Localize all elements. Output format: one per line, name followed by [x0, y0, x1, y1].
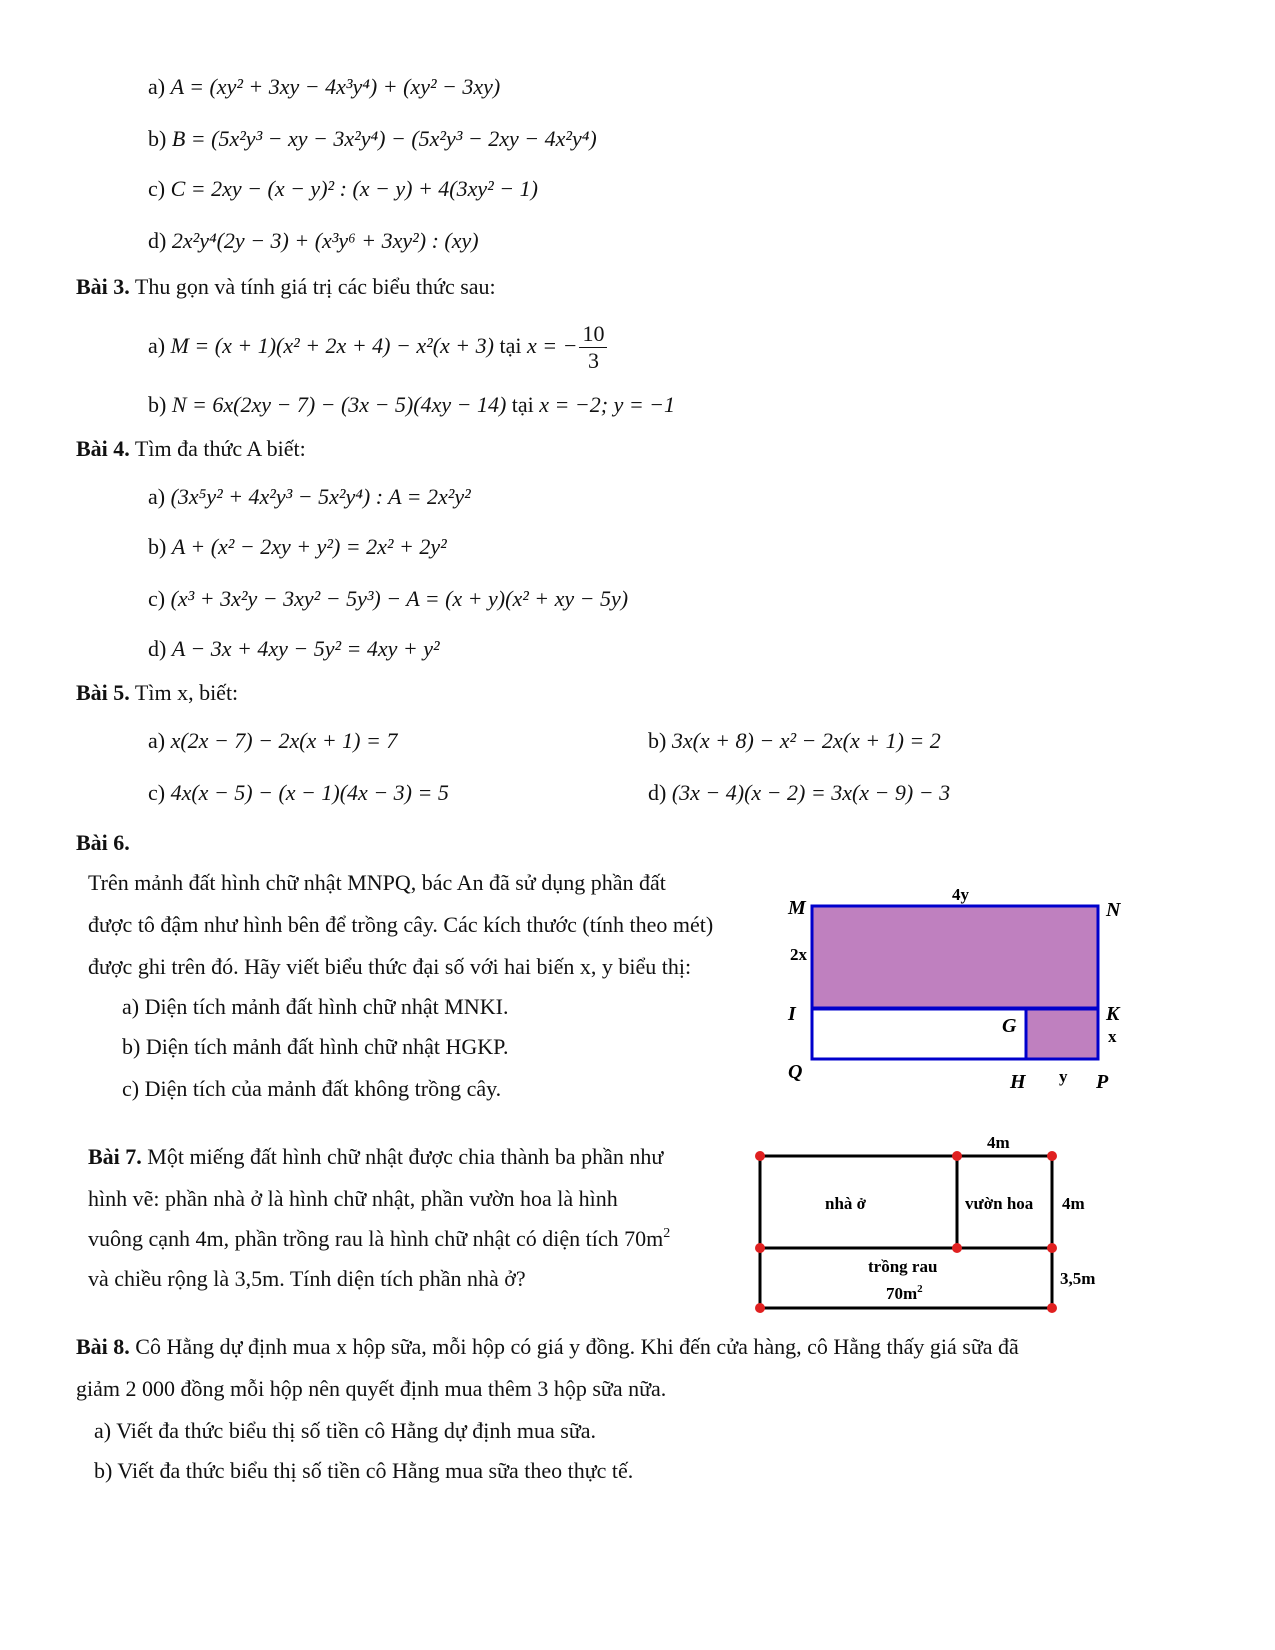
bai7-line-1: Bài 7. Một miếng đất hình chữ nhật được chia thành ba phần như [88, 1144, 664, 1169]
bai6-figure [770, 870, 1150, 1100]
label-h: H [1010, 1071, 1026, 1093]
bai2-item-b: b) B = (5x²y³ − xy − 3x²y⁴) − (5x²y³ − 2xy − 4x²y⁴) [148, 126, 597, 151]
bai5-item-b: b) 3x(x + 8) − x² − 2x(x + 1) = 2 [648, 728, 941, 753]
label-garden: vườn hoa [965, 1194, 1034, 1213]
bai5-item-a: a) x(2x − 7) − 2x(x + 1) = 7 [148, 728, 398, 753]
bai8-line-1: Bài 8. Cô Hằng dự định mua x hộp sữa, mỗi hộp có giá y đồng. Khi đến cửa hàng, cô Hằng thấy giá sữa đã [76, 1334, 1019, 1359]
length-x: x [1108, 1027, 1117, 1046]
bai2-item-c: c) C = 2xy − (x − y)² : (x − y) + 4(3xy² − 1) [148, 176, 538, 201]
label-q: Q [788, 1061, 803, 1083]
bai5-heading: Bài 5. Tìm x, biết: [76, 680, 239, 705]
bai4-item-b: b) A + (x² − 2xy + y²) = 2x² + 2y² [148, 534, 447, 559]
bai6-question-a: a) Diện tích mảnh đất hình chữ nhật MNKI. [122, 994, 509, 1019]
label-p: P [1096, 1071, 1109, 1093]
label-top-4m: 4m [987, 1133, 1010, 1152]
bai8-question-b: b) Viết đa thức biểu thị số tiền cô Hằng mua sữa theo thực tế. [94, 1458, 634, 1483]
bai7-line-2: hình vẽ: phần nhà ở là hình chữ nhật, phần vườn hoa là hình [88, 1186, 618, 1211]
bai2-item-a: a) A = (xy² + 3xy − 4x³y⁴) + (xy² − 3xy) [148, 74, 501, 99]
label-g: G [1002, 1015, 1017, 1037]
bai6-line-2: được tô đậm như hình bên để trồng cây. Các kích thước (tính theo mét) [88, 912, 714, 937]
bai6-question-c: c) Diện tích của mảnh đất không trồng cây. [122, 1076, 502, 1101]
bai4-item-d: d) A − 3x + 4xy − 5y² = 4xy + y² [148, 636, 440, 661]
bai7-line-3: vuông cạnh 4m, phần trồng rau là hình chữ nhật có diện tích $70m^2$ [88, 1226, 671, 1251]
bai4-heading: Bài 4. Tìm đa thức A biết: [76, 436, 306, 461]
label-vegetable-area: $70m^2$ [886, 1283, 923, 1303]
label-side-3-5m: 3,5m [1060, 1269, 1096, 1288]
label-house: nhà ở [825, 1194, 867, 1213]
bai3-b-expression: N = 6x(2xy − 7) − (3x − 5)(4xy − 14) [171, 392, 507, 417]
length-2x: 2x [790, 945, 807, 964]
bai4-item-c: c) (x³ + 3x²y − 3xy² − 5y³) − A = (x + y)(x² + xy − 5y) [148, 586, 629, 611]
bai4-item-a: a) (3x⁵y² + 4x²y³ − 5x²y⁴) : A = 2x²y² [148, 484, 471, 509]
label-side-4m: 4m [1062, 1194, 1085, 1213]
fraction-10-3: $\frac{10}{3}$ [579, 321, 607, 374]
bai5-item-c: c) 4x(x − 5) − (x − 1)(4x − 3) = 5 [148, 780, 449, 805]
label-m: M [788, 897, 806, 919]
bai7-figure [740, 1126, 1120, 1326]
bai2-item-d: d) 2x²y⁴(2y − 3) + (x³y⁶ + 3xy²) : (xy) [148, 228, 479, 253]
label-vegetable: trồng rau [868, 1257, 938, 1276]
label-n: N [1106, 899, 1121, 921]
bai3-a-expression: M = (x + 1)(x² + 2x + 4) − x²(x + 3) [170, 333, 494, 358]
bai6-line-3: được ghi trên đó. Hãy viết biểu thức đại số với hai biến x, y biểu thị: [88, 954, 692, 979]
bai2-d-expression: 2x²y⁴(2y − 3) + (x³y⁶ + 3xy²) : (xy) [171, 228, 479, 253]
bai2-a-expression: A = (xy² + 3xy − 4x³y⁴) + (xy² − 3xy) [170, 74, 501, 99]
bai6-question-b: b) Diện tích mảnh đất hình chữ nhật HGKP. [122, 1034, 509, 1059]
bai8-question-a: a) Viết đa thức biểu thị số tiền cô Hằng dự định mua sữa. [94, 1418, 597, 1443]
bai5-item-d: d) (3x − 4)(x − 2) = 3x(x − 9) − 3 [648, 780, 951, 805]
label-i: I [788, 1003, 796, 1025]
bai2-b-expression: B = (5x²y³ − xy − 3x²y⁴) − (5x²y³ − 2xy − 4x²y⁴) [171, 126, 597, 151]
bai8-line-2: giảm 2 000 đồng mỗi hộp nên quyết định mua thêm 3 hộp sữa nữa. [76, 1376, 667, 1401]
shaded-rect-mnki [812, 906, 1098, 1008]
bai3-item-b: b) N = 6x(2xy − 7) − (3x − 5)(4xy − 14) tại x = −2; y = −1 [148, 392, 676, 417]
shaded-rect-hgkp [1026, 1009, 1098, 1059]
bai7-line-4: và chiều rộng là 3,5m. Tính diện tích phần nhà ở? [88, 1266, 526, 1291]
label-k: K [1106, 1003, 1120, 1025]
length-4y: 4y [952, 885, 969, 904]
bai2-c-expression: C = 2xy − (x − y)² : (x − y) + 4(3xy² − 1) [170, 176, 538, 201]
length-y: y [1059, 1067, 1068, 1086]
bai3-item-a: a) M = (x + 1)(x² + 2x + 4) − x²(x + 3) tại x = − $\frac{10}{3}$ [148, 316, 607, 376]
bai6-line-1: Trên mảnh đất hình chữ nhật MNPQ, bác An đã sử dụng phần đất [88, 870, 666, 895]
bai6-heading: Bài 6. [76, 830, 130, 855]
bai3-heading: Bài 3. Thu gọn và tính giá trị các biểu thức sau: [76, 274, 496, 299]
